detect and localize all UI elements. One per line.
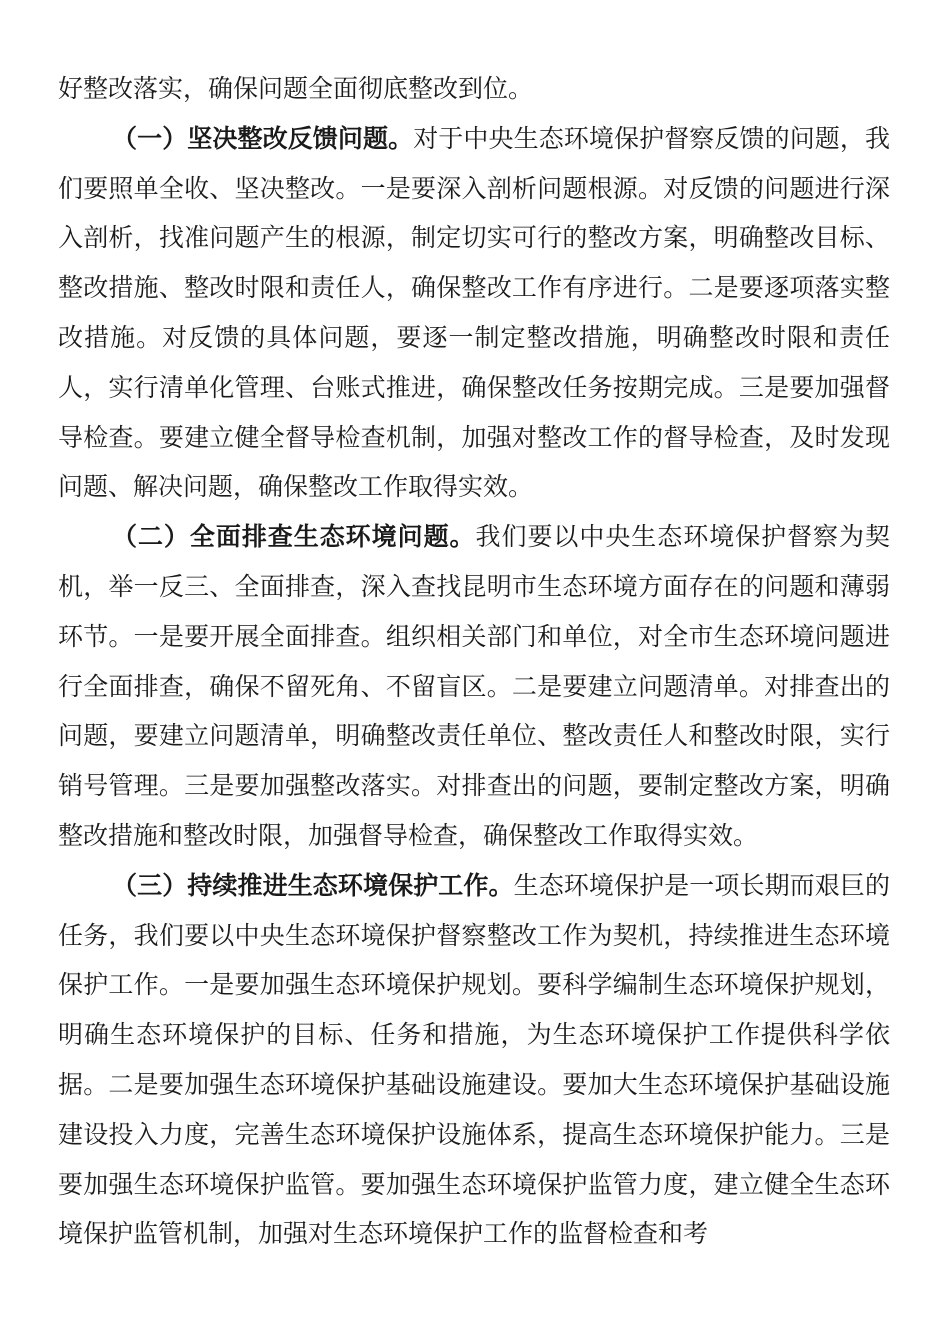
paragraph-section-3 [58,861,890,1259]
paragraph-body: 好整改落实，确保问题全面彻底整改到位。 [58,74,534,103]
paragraph-body: 生态环境保护是一项长期而艰巨的任务，我们要以中央生态环境保护督察整改工作为契机，持续推进生态环境保护工作。一是要加强生态环境保护规划。要科学编制生态环境保护规划，明确生态环境保护的目标、任务和措施，为生态环境保护工作提供科学依据。二是要加强生态环境保护基础设施建设。要加大生态环境保护基础设施建设投入力度，完善生态环境保护设施体系，提高生态环境保护能力。三是要加强生态环境保护监管。要加强生态环境保护监管力度，建立健全生态环境保护监管机制，加强对生态环境保护工作的监督检查和考 [58,870,890,1249]
paragraph-body: 我们要以中央生态环境保护督察为契机，举一反三、全面排查，深入查找昆明市生态环境方面存在的问题和薄弱环节。一是要开展全面排查。组织相关部门和单位，对全市生态环境问题进行全面排查，确保不留死角、不留盲区。二是要建立问题清单。对排查出的问题，要建立问题清单，明确整改责任单位、整改责任人和整改时限，实行销号管理。三是要加强整改落实。对排查出的问题，要制定整改方案，明确整改措施和整改时限，加强督导检查，确保整改工作取得实效。 [58,522,890,850]
paragraph-section-2 [58,512,890,861]
paragraph-section-1 [58,114,890,512]
paragraph-continuation [58,64,890,114]
section-heading: （三）持续推进生态环境保护工作。 [112,870,514,900]
paragraph-body: 对于中央生态环境保护督察反馈的问题，我们要照单全收、坚决整改。一是要深入剖析问题根源。对反馈的问题进行深入剖析，找准问题产生的根源，制定切实可行的整改方案，明确整改目标、整改措施、整改时限和责任人，确保整改工作有序进行。二是要逐项落实整改措施。对反馈的具体问题，要逐一制定整改措施，明确整改时限和责任人，实行清单化管理、台账式推进，确保整改任务按期完成。三是要加强督导检查。要建立健全督导检查机制，加强对整改工作的督导检查，及时发现问题、解决问题，确保整改工作取得实效。 [58,123,890,502]
document-page [58,64,890,1259]
section-heading: （一）坚决整改反馈问题。 [112,123,414,153]
section-heading: （二）全面排查生态环境问题。 [112,522,476,552]
